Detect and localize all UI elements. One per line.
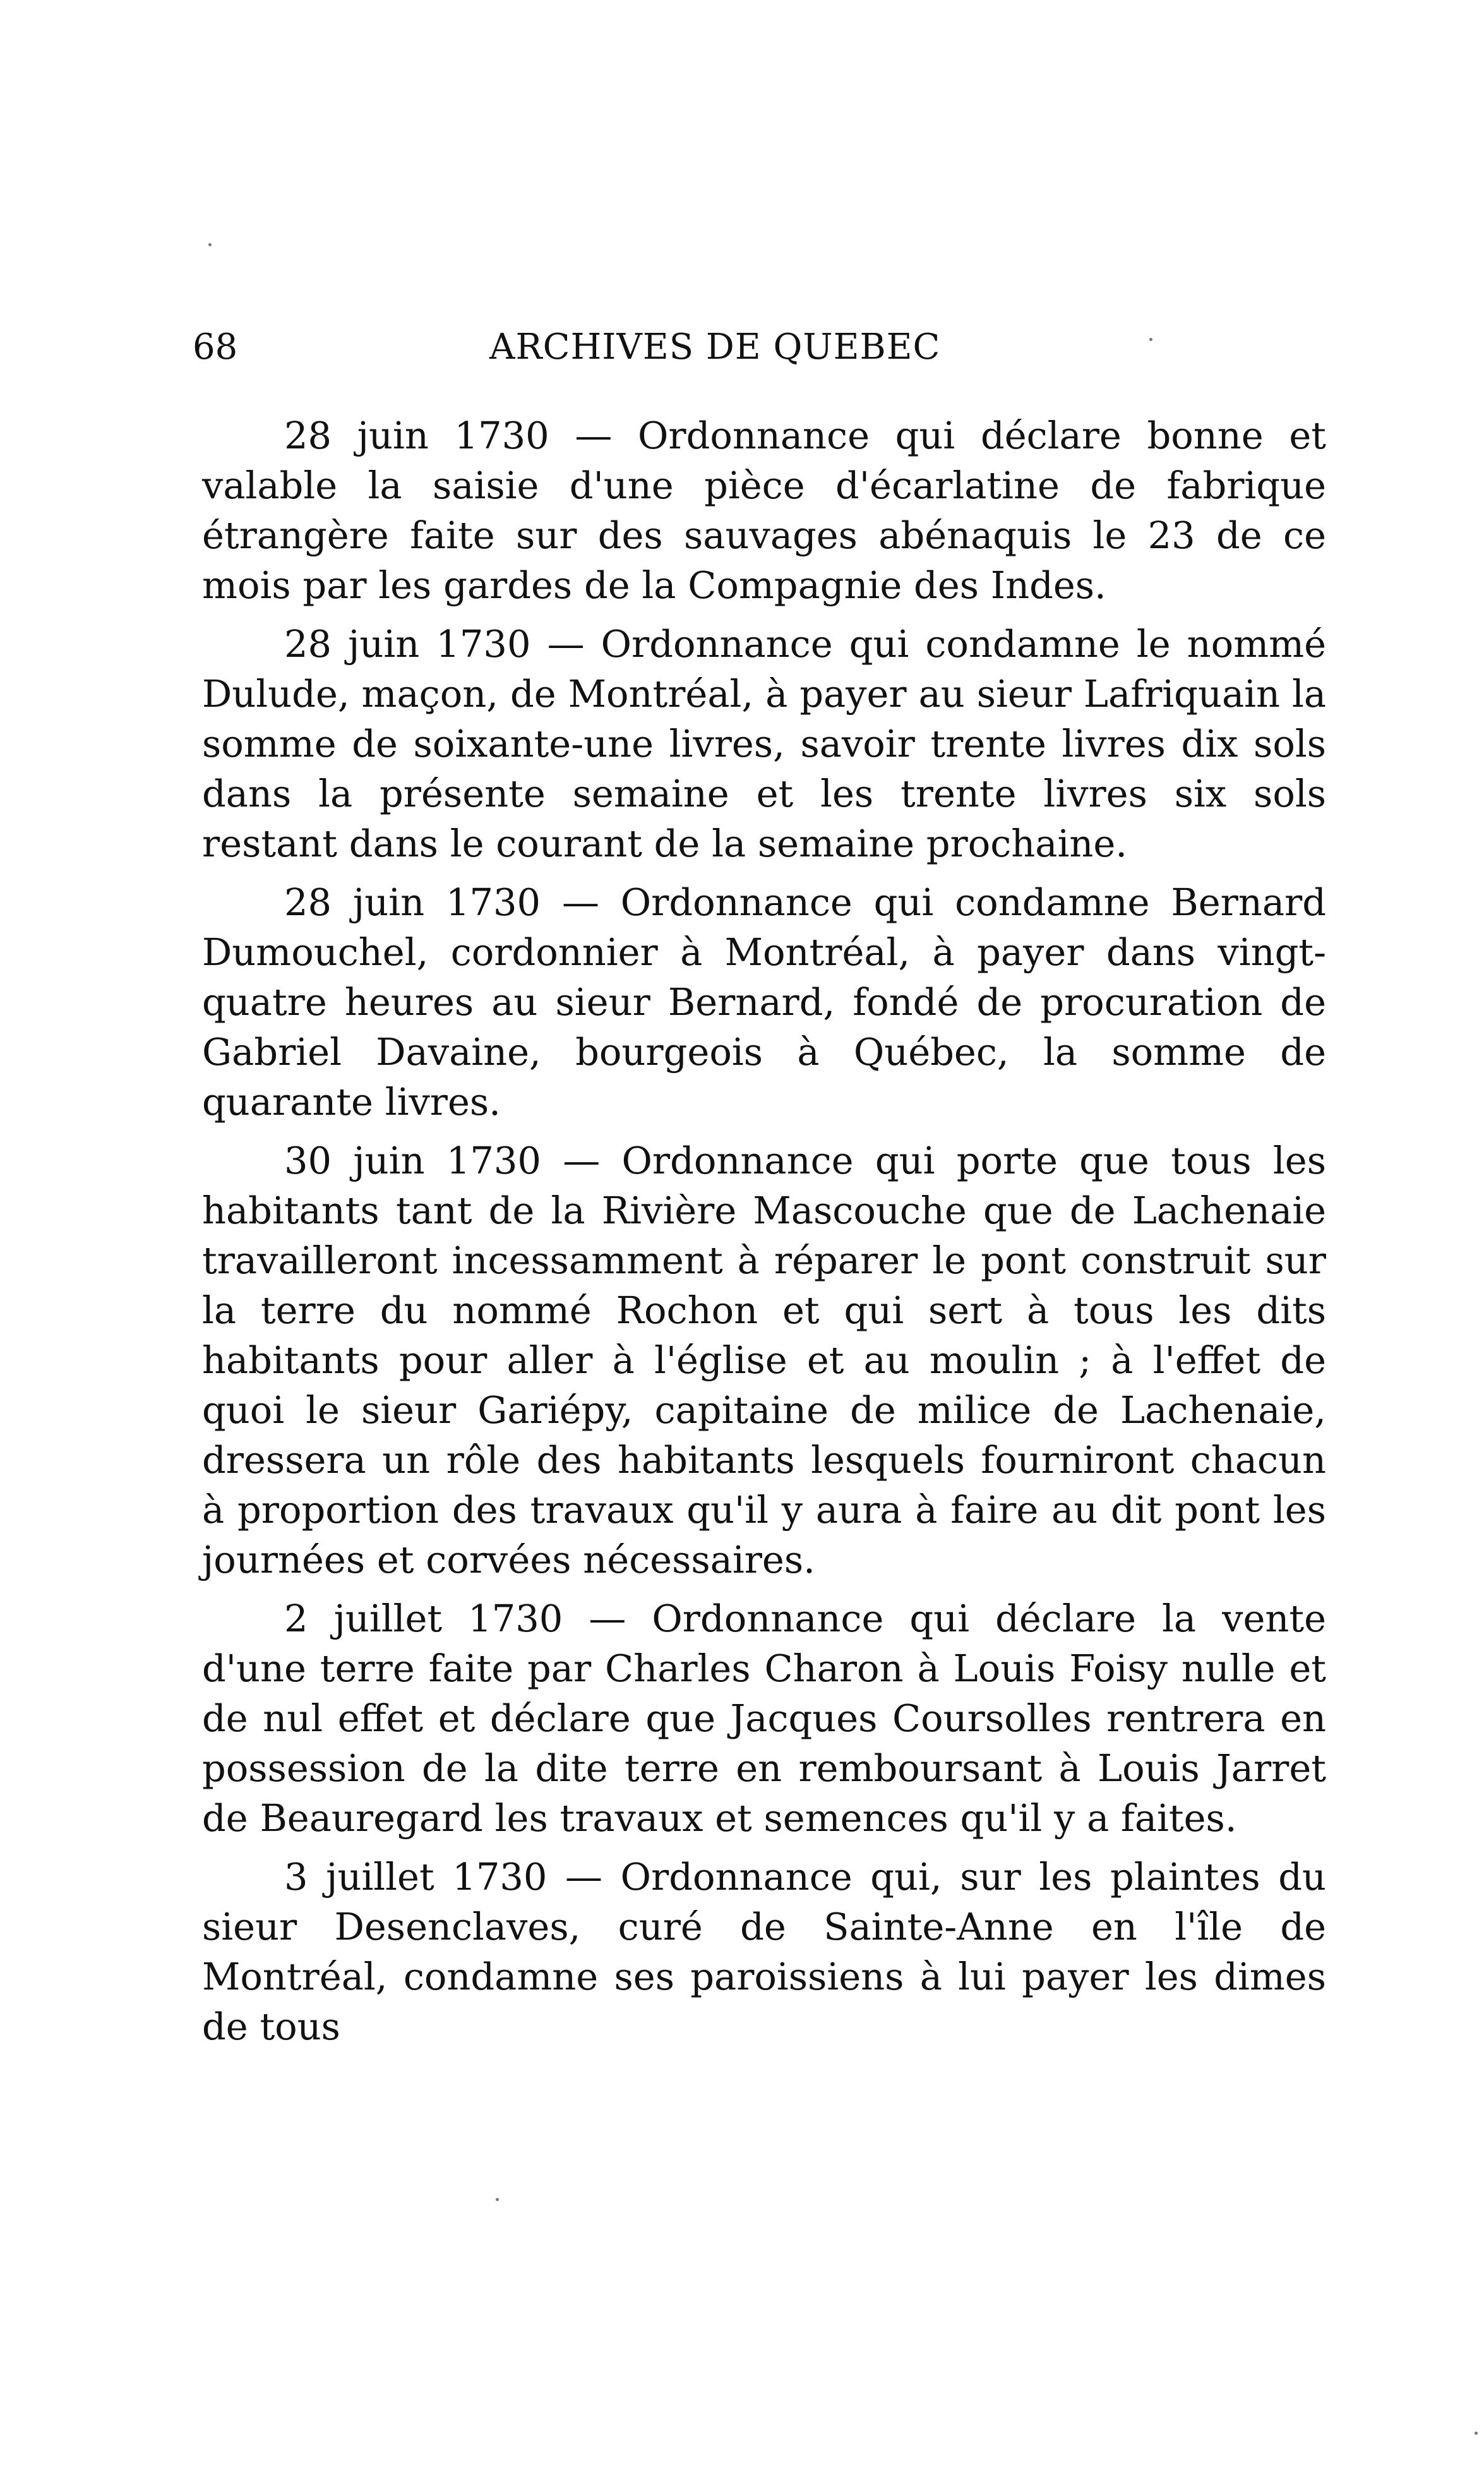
ordinance-entry: 30 juin 1730 — Ordonnance qui porte que tous les habitants tant de la Rivière Mascouche que de Lachenaie travailleront incessamment à réparer le pont construit sur la terre du nommé Rochon et qui sert à tous les dits habitants pour aller à l'église et au moulin ; à l'effet de quoi le sieur Gariépy, capitaine de milice de Lachenaie, dressera un rôle des habitants lesquels fourniront chacun à proportion des travaux qu'il y aura à faire au dit pont les journées et corvées nécessaires. xyxy=(202,1139,1326,1582)
scan-speck xyxy=(496,2198,499,2201)
ordinance-entry: 3 juillet 1730 — Ordonnance qui, sur les plaintes du sieur Desenclaves, curé de Sainte-Anne en l'île de Montréal, condamne ses paroissiens à lui payer les dimes de tous xyxy=(202,1855,1326,2048)
scan-speck xyxy=(1475,2432,1478,2435)
scan-speck xyxy=(208,243,212,246)
ordinance-entry: 2 juillet 1730 — Ordonnance qui déclare la vente d'une terre faite par Charles Charon à Louis Foisy nulle et de nul effet et déclare que Jacques Coursolles rentrera en possession de la dite terre en remboursant à Louis Jarret de Beauregard les travaux et semences qu'il y a faites. xyxy=(202,1597,1326,1840)
running-header xyxy=(193,319,1152,376)
ordinance-entry: 28 juin 1730 — Ordonnance qui condamne le nommé Dulude, maçon, de Montréal, à payer au sieur Lafriquain la somme de soixante-une livres, savoir trente livres dix sols dans la présente semaine et les trente livres six sols restant dans le courant de la semaine prochaine. xyxy=(202,622,1326,865)
running-title: ARCHIVES DE QUEBEC xyxy=(489,327,941,368)
ordinance-entry: 28 juin 1730 — Ordonnance qui déclare bonne et valable la saisie d'une pièce d'écarlatine de fabrique étrangère faite sur des sauvages abénaquis le 23 de ce mois par les gardes de la Compagnie des Indes. xyxy=(202,414,1326,607)
ordinance-list xyxy=(202,411,1326,2060)
scan-speck xyxy=(1149,338,1152,341)
ordinance-entry: 28 juin 1730 — Ordonnance qui condamne Bernard Dumouchel, cordonnier à Montréal, à payer dans vingt-quatre heures au sieur Bernard, fondé de procuration de Gabriel Davaine, bourgeois à Québec, la somme de quarante livres. xyxy=(202,880,1326,1124)
page-number: 68 xyxy=(193,327,238,368)
